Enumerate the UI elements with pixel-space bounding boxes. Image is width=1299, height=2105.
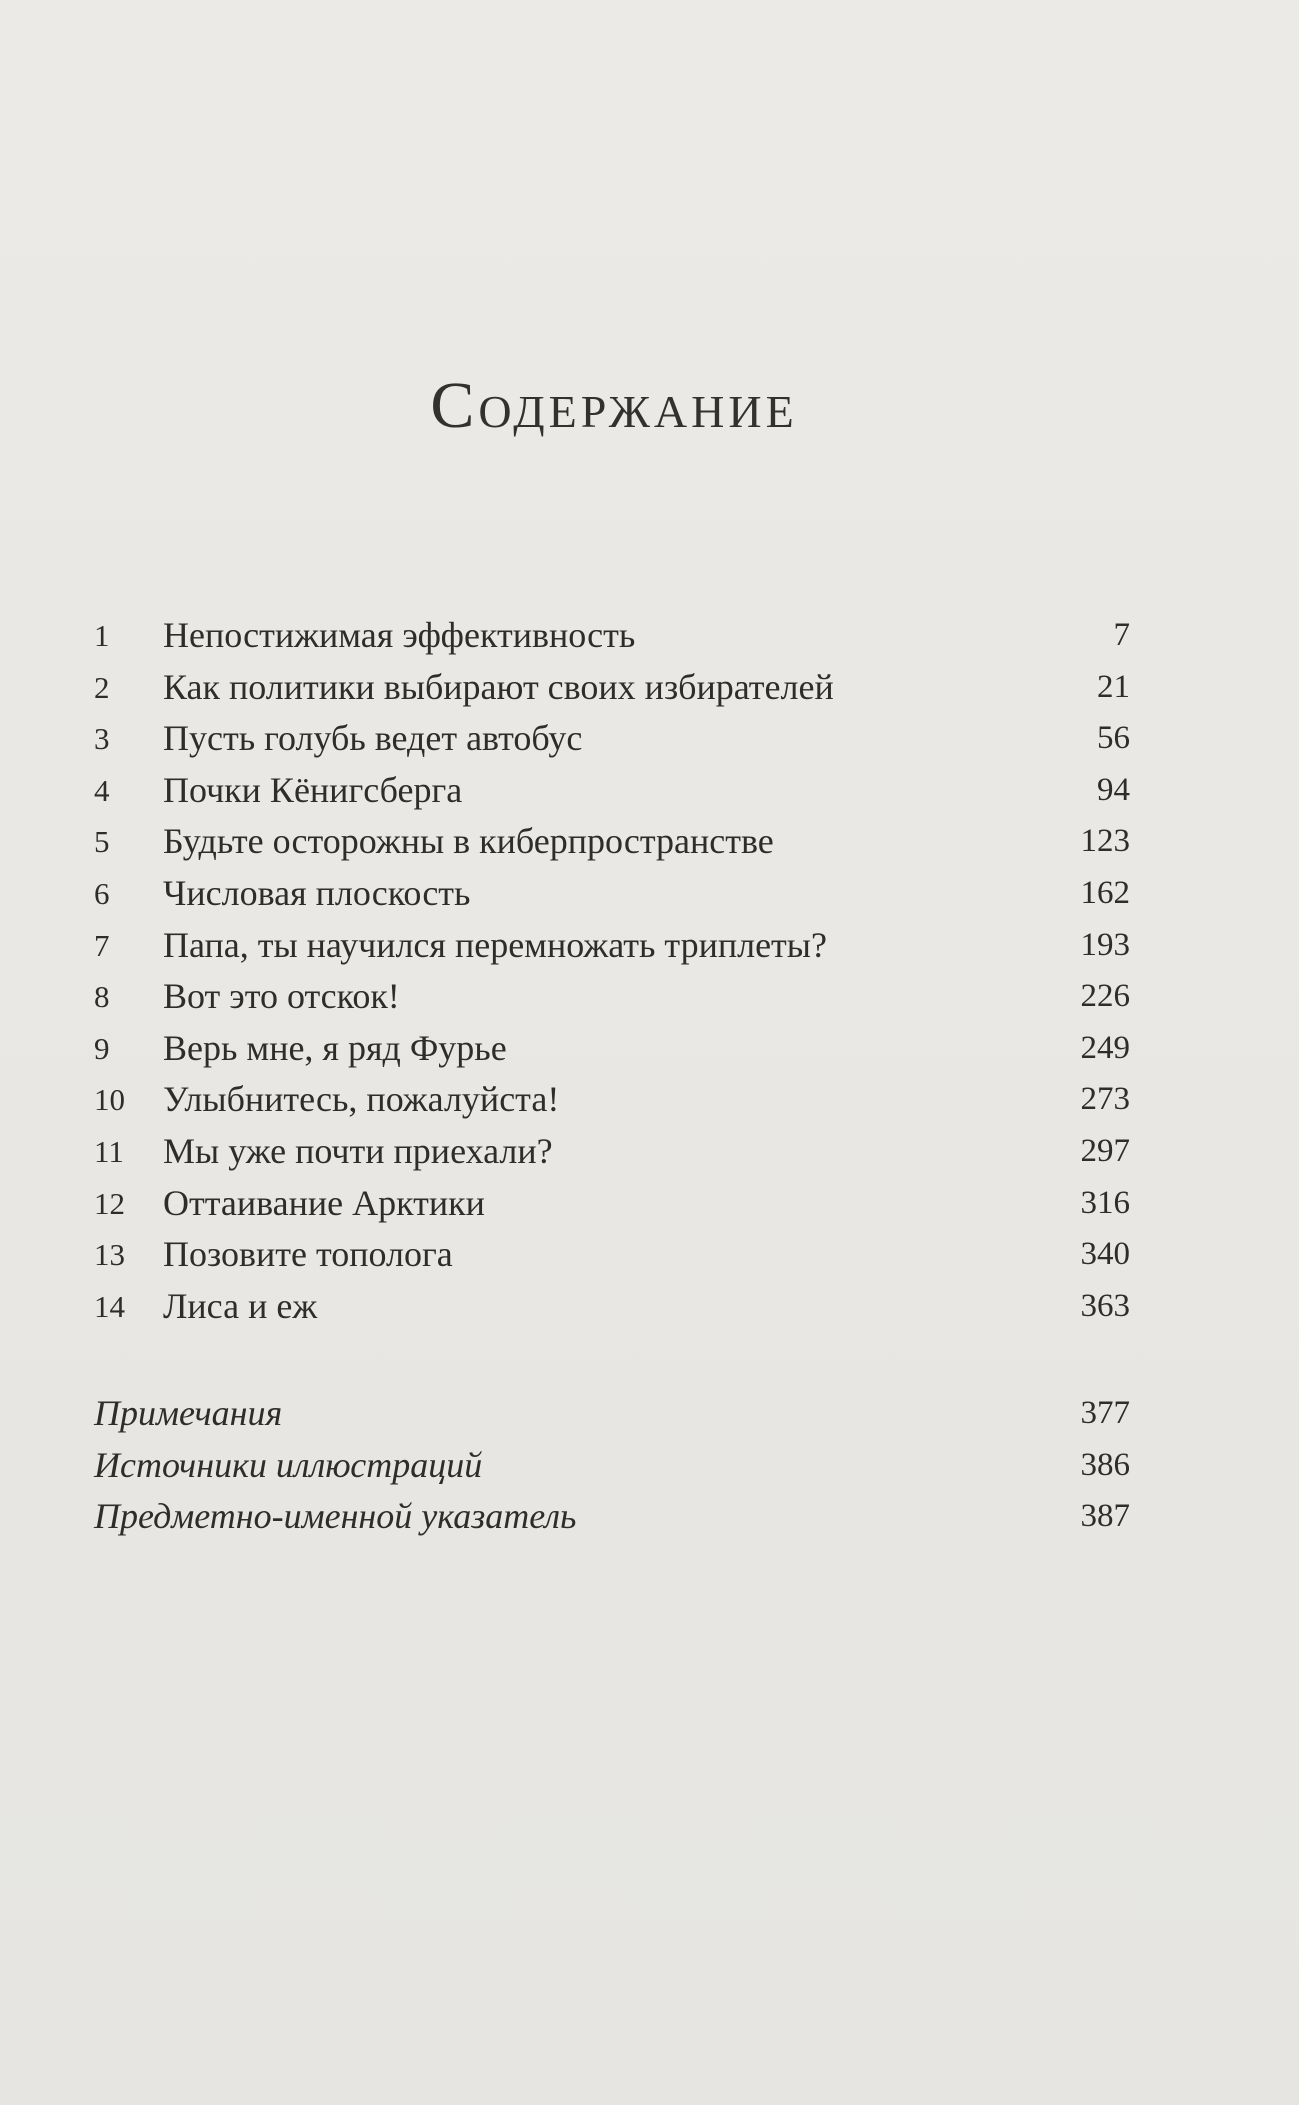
chapter-title: Непостижимая эффективность xyxy=(163,615,636,655)
page-number: 162 xyxy=(1080,874,1130,911)
chapter-number: 5 xyxy=(94,824,110,860)
chapter-number: 10 xyxy=(94,1082,125,1118)
chapter-number: 8 xyxy=(94,979,110,1015)
chapter-number: 7 xyxy=(94,927,110,963)
chapter-number: 12 xyxy=(94,1185,125,1221)
back-matter-row-illustrations[interactable] xyxy=(94,1440,1130,1492)
chapter-number: 13 xyxy=(94,1237,125,1273)
chapter-number: 6 xyxy=(94,875,110,911)
page-number: 316 xyxy=(1080,1184,1130,1221)
toc-row-11[interactable] xyxy=(94,1126,1130,1178)
chapter-number: 3 xyxy=(94,721,110,757)
back-matter xyxy=(94,1388,1130,1543)
chapter-title: Почки Кёнигсберга xyxy=(163,769,463,810)
page-number: 386 xyxy=(1080,1446,1130,1483)
toc-row-14[interactable] xyxy=(94,1281,1130,1333)
back-matter-row-notes[interactable] xyxy=(94,1388,1130,1440)
toc-row-13[interactable] xyxy=(94,1229,1130,1281)
chapter-title: Пусть голубь ведет автобус xyxy=(163,718,583,759)
chapter-title: Мы уже почти приехали? xyxy=(163,1130,553,1171)
toc-row-9[interactable] xyxy=(94,1023,1130,1075)
page-number: 377 xyxy=(1080,1395,1130,1431)
page-number: 363 xyxy=(1080,1287,1130,1324)
toc-row-1[interactable] xyxy=(94,610,1130,662)
page-number: 21 xyxy=(1097,668,1130,705)
page-number: 340 xyxy=(1080,1236,1130,1273)
page-number: 249 xyxy=(1080,1029,1130,1066)
chapter-number: 9 xyxy=(94,1030,110,1066)
chapter-number: 1 xyxy=(94,618,110,653)
toc-row-10[interactable] xyxy=(94,1074,1130,1126)
toc-row-8[interactable] xyxy=(94,971,1130,1023)
page-number: 94 xyxy=(1097,771,1130,808)
page-number: 56 xyxy=(1097,720,1130,757)
page-number: 297 xyxy=(1080,1132,1130,1169)
back-matter-title: Источники иллюстраций xyxy=(94,1444,483,1485)
chapter-number: 14 xyxy=(94,1288,125,1324)
toc-row-2[interactable] xyxy=(94,662,1130,714)
chapter-title: Позовите тополога xyxy=(163,1234,453,1275)
page-number: 273 xyxy=(1080,1081,1130,1118)
chapter-title: Оттаивание Арктики xyxy=(163,1182,485,1223)
toc-row-3[interactable] xyxy=(94,713,1130,765)
chapter-title: Будьте осторожны в киберпространстве xyxy=(163,821,774,862)
page-number: 193 xyxy=(1080,926,1130,963)
toc-row-7[interactable] xyxy=(94,920,1130,972)
chapter-number: 11 xyxy=(94,1133,124,1169)
page-number: 7 xyxy=(1113,617,1130,653)
page-number: 387 xyxy=(1080,1498,1130,1535)
chapter-number: 2 xyxy=(94,669,110,705)
chapter-title: Папа, ты научился перемножать триплеты? xyxy=(163,924,827,965)
page-number: 226 xyxy=(1080,978,1130,1015)
table-of-contents xyxy=(94,610,1130,1332)
back-matter-title: Предметно-именной указатель xyxy=(94,1496,577,1537)
chapter-title: Числовая плоскость xyxy=(163,872,471,913)
page-number: 123 xyxy=(1080,823,1130,860)
toc-row-5[interactable] xyxy=(94,816,1130,868)
back-matter-row-index[interactable] xyxy=(94,1491,1130,1543)
page-title: Содержание xyxy=(430,369,798,442)
toc-row-6[interactable] xyxy=(94,868,1130,920)
chapter-number: 4 xyxy=(94,772,110,808)
chapter-title: Лиса и еж xyxy=(163,1285,318,1326)
chapter-title: Как политики выбирают своих избирателей xyxy=(163,666,834,707)
toc-row-4[interactable] xyxy=(94,765,1130,817)
chapter-title: Вот это отскок! xyxy=(163,976,400,1017)
toc-row-12[interactable] xyxy=(94,1178,1130,1230)
chapter-title: Улыбнитесь, пожалуйста! xyxy=(163,1079,560,1120)
chapter-title: Верь мне, я ряд Фурье xyxy=(163,1027,507,1068)
back-matter-title: Примечания xyxy=(94,1393,283,1433)
